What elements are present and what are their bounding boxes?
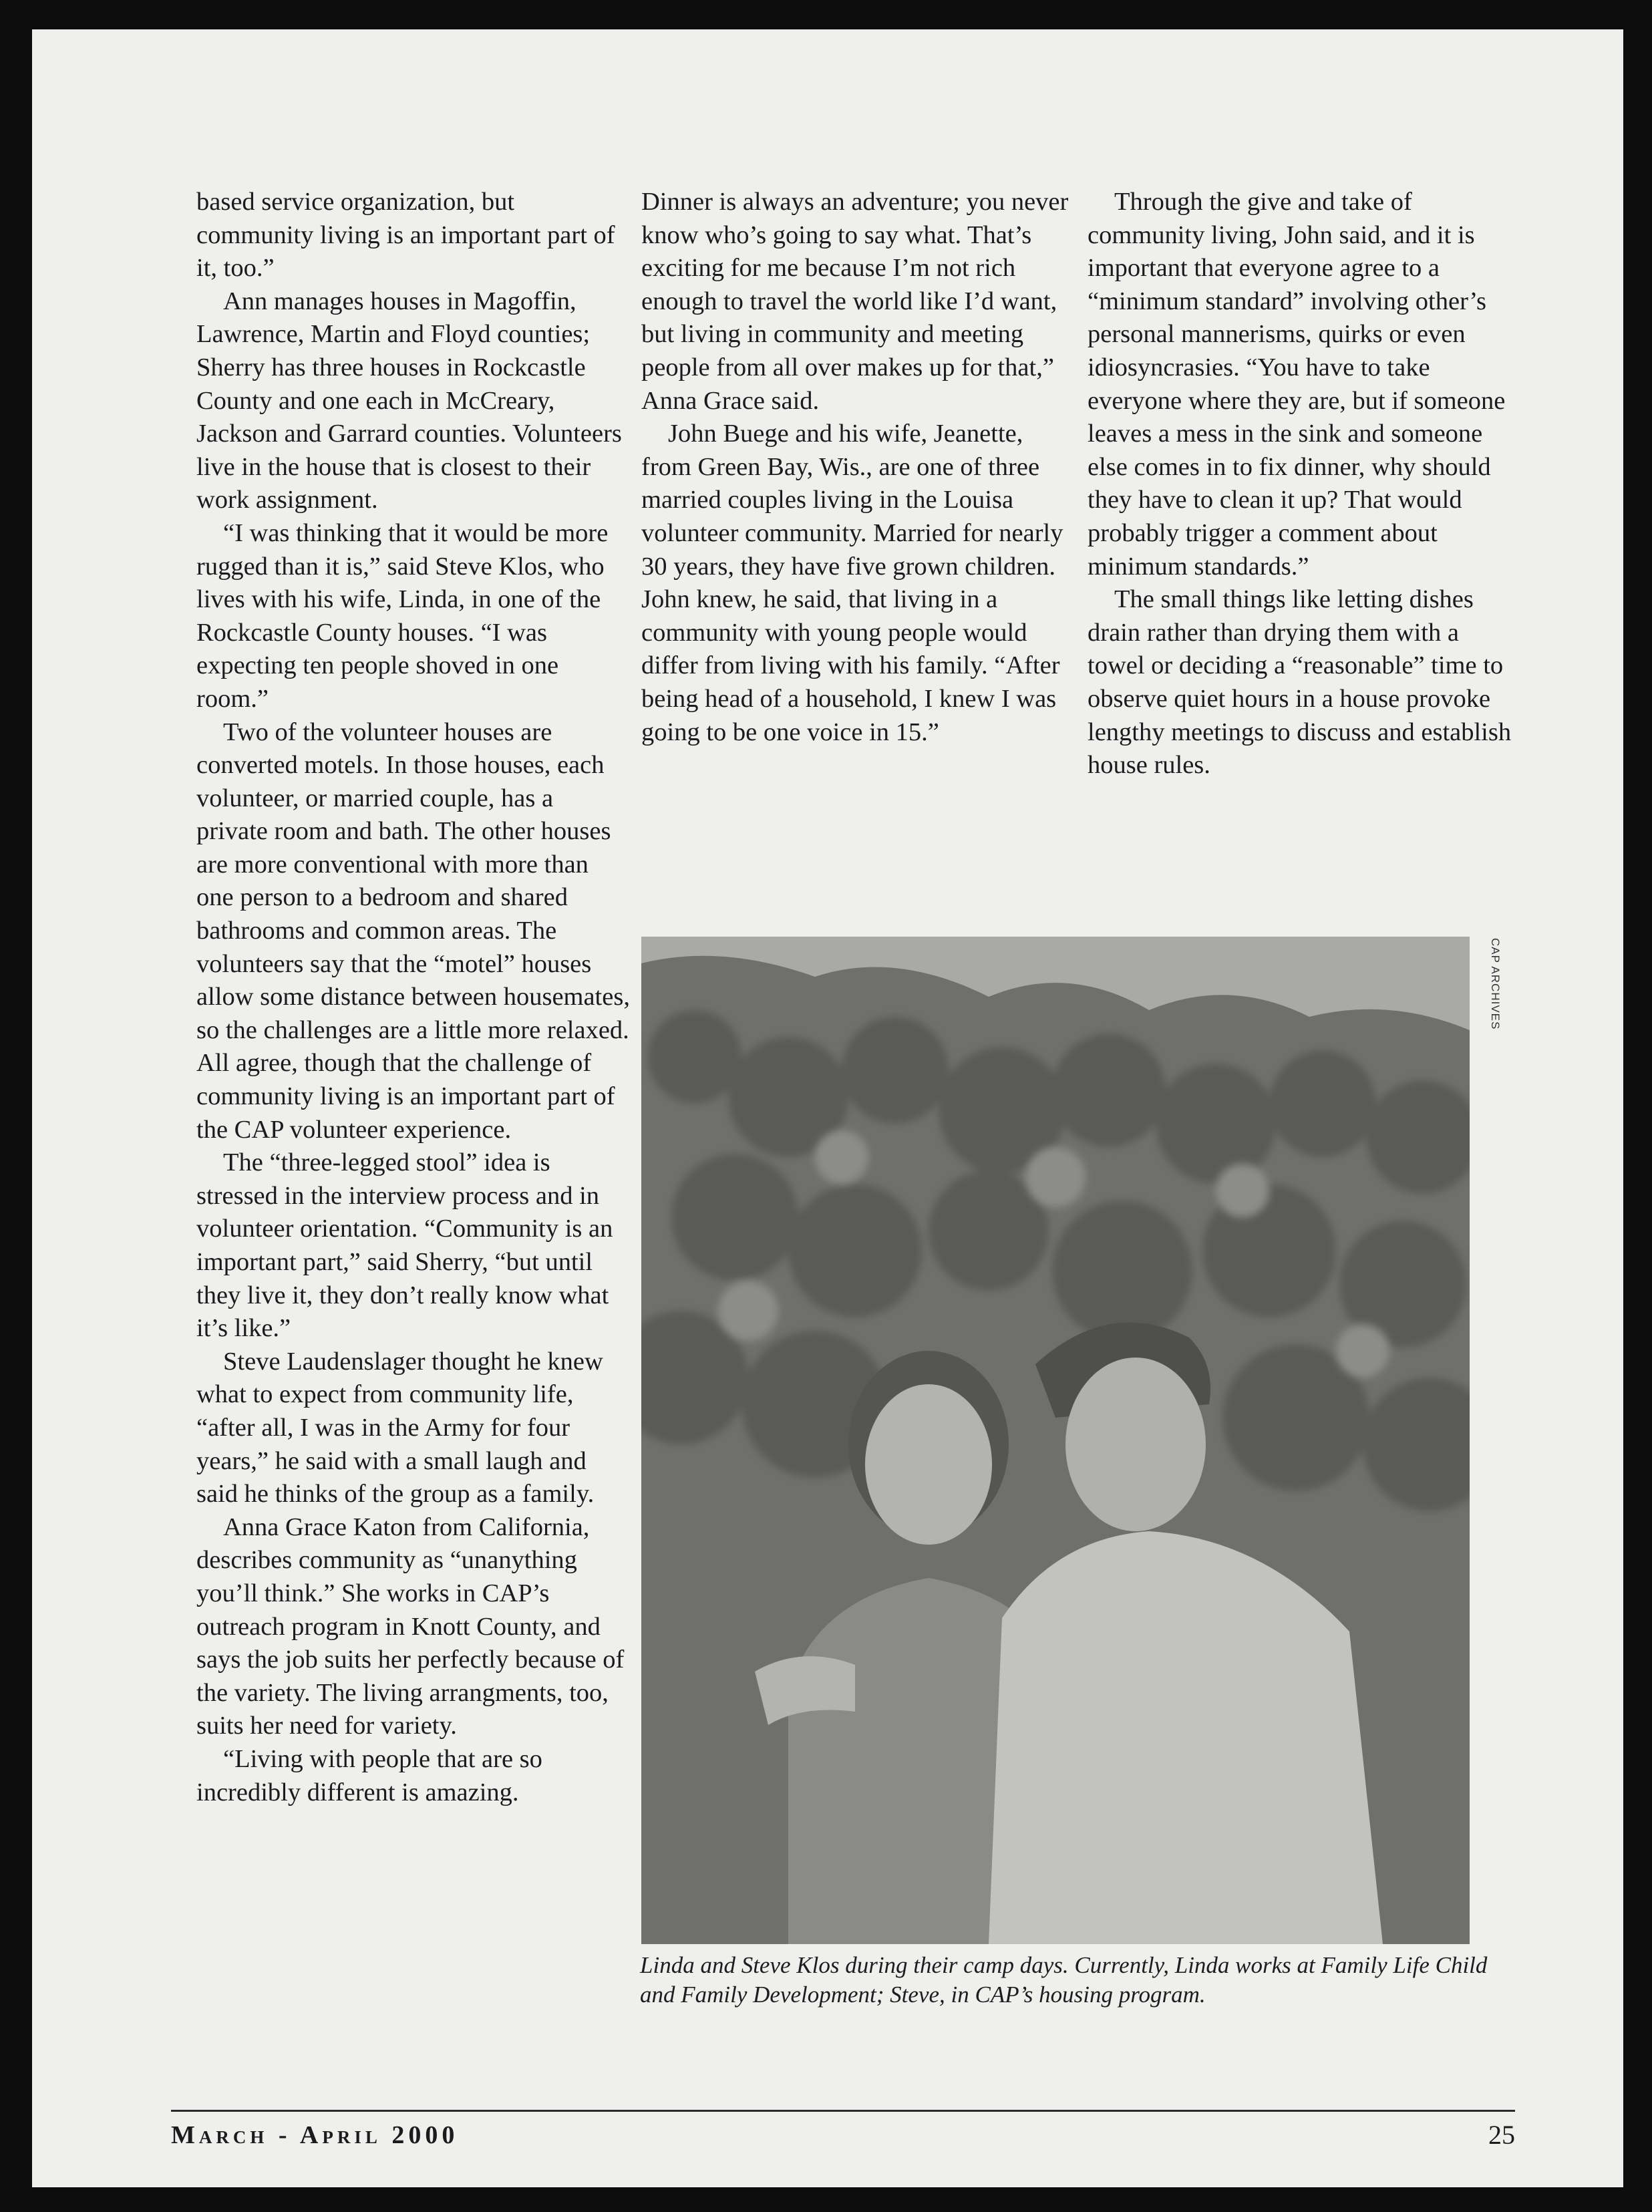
paragraph: Anna Grace Katon from California, describes community as “unanything you’ll think.” She works in CAP’s outreach program in Knott County, and says the job suits her perfectly because of the variety. The living arrangments, too, suits her need for variety. — [196, 1513, 625, 1740]
paragraph: “I was thinking that it would be more rugged than it is,” said Steve Klos, who lives with his wife, Linda, in one of the Rockcastle County houses. “I was expecting ten people shoved in one room.” — [196, 518, 609, 713]
paragraph: Ann manages houses in Magoffin, Lawrence, Martin and Floyd counties; Sherry has three houses in Rockcastle County and one each in McCreary, Jackson and Garrard counties. Volunteers live in the house that is closest to their work assignment. — [196, 287, 622, 514]
photo-credit: CAP ARCHIVES — [1489, 938, 1502, 1030]
issue-date: March - April 2000 — [171, 2121, 459, 2149]
article-column-3 — [1088, 186, 1522, 782]
paragraph: The “three-legged stool” idea is stressed in the interview process and in volunteer orientation. “Community is an important part,” said Sherry, “but until they live it, they don’t really know what it’s like.” — [196, 1148, 613, 1343]
page-number: 25 — [1488, 2120, 1515, 2150]
paragraph: “Living with people that are so incredibly different is amazing. — [196, 1744, 542, 1806]
article-column-2 — [641, 186, 1076, 749]
photo-caption: Linda and Steve Klos during their camp days. Currently, Linda works at Family Life Child and Family Development; Steve, in CAP’s housing program. — [640, 1952, 1488, 2008]
magazine-page — [32, 29, 1623, 2187]
paragraph: The small things like letting dishes drain rather than drying them with a towel or deciding a “reasonable” time to observe quiet hours in a house provoke lengthy meetings to discuss and establish house rules. — [1088, 585, 1512, 780]
paragraph: Two of the volunteer houses are converted motels. In those houses, each volunteer, or married couple, has a private room and bath. The other houses are more conventional with more than one person to a bedroom and shared bathrooms and common areas. The volunteers say that the “motel” houses allow some distance between housemates, so the challenges are a little more relaxed. All agree, though that the challenge of community living is an important part of the CAP volunteer experience. — [196, 718, 630, 1144]
article-column-1 — [196, 186, 631, 1809]
paragraph: Through the give and take of community living, John said, and it is important that everyone agree to a “minimum standard” involving other’s personal mannerisms, quirks or even idiosyncrasies. “You have to take everyone where they are, but if someone leaves a mess in the sink and someone else comes in to fix dinner, why should they have to clean it up? That would probably trigger a comment about minimum standards.” — [1088, 188, 1506, 581]
paragraph: John Buege and his wife, Jeanette, from Green Bay, Wis., are one of three married couples living in the Louisa volunteer community. Married for nearly 30 years, they have five grown children. John knew, he said, that living in a community with young people would differ from living with his family. “After being head of a household, I knew I was going to be one voice in 15.” — [641, 420, 1063, 746]
paragraph: Steve Laudenslager thought he knew what to expect from community life, “after all, I was in the Army for four years,” he said with a small laugh and said he thinks of the group as a family. — [196, 1347, 603, 1509]
paragraph: based service organization, but community living is an important part of it, too.” — [196, 188, 615, 283]
photo-illustration — [641, 937, 1470, 1944]
photo-linda-and-steve-klos — [641, 937, 1470, 1944]
footer-divider — [171, 2110, 1515, 2112]
paragraph: Dinner is always an adventure; you never know who’s going to say what. That’s exciting for me because I’m not rich enough to travel the world like I’d want, but living in community and meeting people from all over makes up for that,” Anna Grace said. — [641, 188, 1069, 415]
